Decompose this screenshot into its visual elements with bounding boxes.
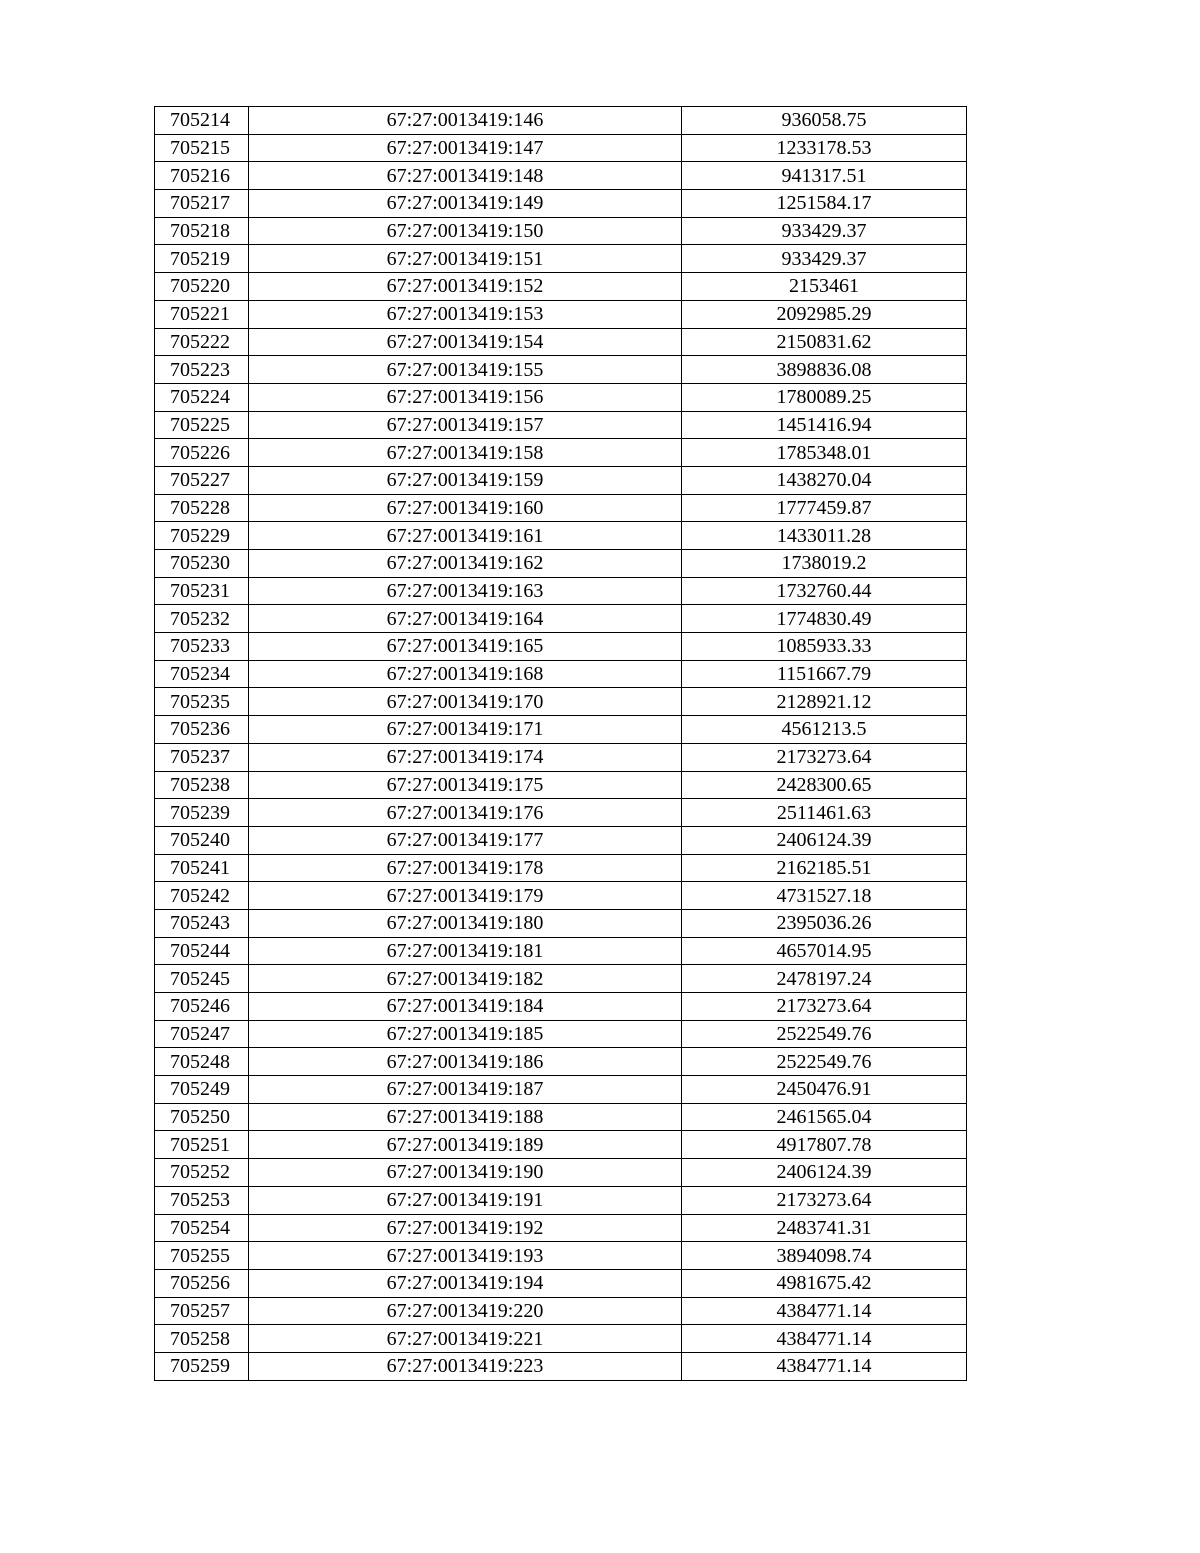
row-number-cell: 705217	[155, 190, 249, 218]
table-row	[155, 494, 967, 522]
cadastral-number-cell: 67:27:0013419:191	[249, 1186, 682, 1214]
cadastral-number-cell: 67:27:0013419:194	[249, 1269, 682, 1297]
table-row	[155, 605, 967, 633]
table-row	[155, 1076, 967, 1104]
row-number-cell: 705220	[155, 273, 249, 301]
table-row	[155, 466, 967, 494]
table-row	[155, 245, 967, 273]
cadastral-number-cell: 67:27:0013419:186	[249, 1048, 682, 1076]
row-number-cell: 705249	[155, 1076, 249, 1104]
row-number-cell: 705250	[155, 1103, 249, 1131]
table-row	[155, 1159, 967, 1187]
cadastral-value-cell: 4657014.95	[682, 937, 967, 965]
row-number-cell: 705244	[155, 937, 249, 965]
row-number-cell: 705235	[155, 688, 249, 716]
row-number-cell: 705255	[155, 1242, 249, 1270]
table-row	[155, 190, 967, 218]
cadastral-value-cell: 2150831.62	[682, 328, 967, 356]
cadastral-value-cell: 936058.75	[682, 107, 967, 135]
cadastral-number-cell: 67:27:0013419:223	[249, 1352, 682, 1380]
cadastral-value-cell: 2406124.39	[682, 1159, 967, 1187]
table-row	[155, 771, 967, 799]
row-number-cell: 705243	[155, 909, 249, 937]
cadastral-value-cell: 4917807.78	[682, 1131, 967, 1159]
cadastral-number-cell: 67:27:0013419:189	[249, 1131, 682, 1159]
row-number-cell: 705257	[155, 1297, 249, 1325]
row-number-cell: 705226	[155, 439, 249, 467]
table-row	[155, 383, 967, 411]
table-row	[155, 577, 967, 605]
cadastral-number-cell: 67:27:0013419:171	[249, 716, 682, 744]
cadastral-value-cell: 2395036.26	[682, 909, 967, 937]
row-number-cell: 705254	[155, 1214, 249, 1242]
cadastral-number-cell: 67:27:0013419:220	[249, 1297, 682, 1325]
cadastral-number-cell: 67:27:0013419:149	[249, 190, 682, 218]
row-number-cell: 705219	[155, 245, 249, 273]
table-row	[155, 217, 967, 245]
cadastral-number-cell: 67:27:0013419:182	[249, 965, 682, 993]
cadastral-value-cell: 2162185.51	[682, 854, 967, 882]
table-row	[155, 411, 967, 439]
cadastral-number-cell: 67:27:0013419:156	[249, 383, 682, 411]
cadastral-number-cell: 67:27:0013419:164	[249, 605, 682, 633]
row-number-cell: 705248	[155, 1048, 249, 1076]
table-row	[155, 826, 967, 854]
cadastral-value-cell: 2173273.64	[682, 993, 967, 1021]
row-number-cell: 705222	[155, 328, 249, 356]
cadastral-number-cell: 67:27:0013419:192	[249, 1214, 682, 1242]
cadastral-value-cell: 2461565.04	[682, 1103, 967, 1131]
cadastral-value-cell: 4561213.5	[682, 716, 967, 744]
cadastral-number-cell: 67:27:0013419:179	[249, 882, 682, 910]
table-row	[155, 965, 967, 993]
cadastral-value-cell: 2478197.24	[682, 965, 967, 993]
table-row	[155, 328, 967, 356]
table-row	[155, 107, 967, 135]
cadastral-number-cell: 67:27:0013419:180	[249, 909, 682, 937]
row-number-cell: 705223	[155, 356, 249, 384]
row-number-cell: 705231	[155, 577, 249, 605]
row-number-cell: 705239	[155, 799, 249, 827]
row-number-cell: 705228	[155, 494, 249, 522]
cadastral-value-cell: 1085933.33	[682, 633, 967, 661]
cadastral-number-cell: 67:27:0013419:152	[249, 273, 682, 301]
cadastral-number-cell: 67:27:0013419:162	[249, 550, 682, 578]
cadastral-number-cell: 67:27:0013419:185	[249, 1020, 682, 1048]
row-number-cell: 705215	[155, 134, 249, 162]
cadastral-value-cell: 4384771.14	[682, 1325, 967, 1353]
cadastral-value-cell: 4384771.14	[682, 1352, 967, 1380]
cadastral-value-cell: 933429.37	[682, 217, 967, 245]
cadastral-number-cell: 67:27:0013419:187	[249, 1076, 682, 1104]
row-number-cell: 705242	[155, 882, 249, 910]
table-row	[155, 1297, 967, 1325]
table-row	[155, 439, 967, 467]
table-row	[155, 743, 967, 771]
table-row	[155, 522, 967, 550]
cadastral-number-cell: 67:27:0013419:177	[249, 826, 682, 854]
table-row	[155, 799, 967, 827]
table-row	[155, 633, 967, 661]
cadastral-value-cell: 3894098.74	[682, 1242, 967, 1270]
row-number-cell: 705232	[155, 605, 249, 633]
table-row	[155, 1103, 967, 1131]
cadastral-number-cell: 67:27:0013419:188	[249, 1103, 682, 1131]
row-number-cell: 705259	[155, 1352, 249, 1380]
cadastral-value-cell: 933429.37	[682, 245, 967, 273]
cadastral-value-cell: 1451416.94	[682, 411, 967, 439]
row-number-cell: 705224	[155, 383, 249, 411]
cadastral-number-cell: 67:27:0013419:175	[249, 771, 682, 799]
row-number-cell: 705237	[155, 743, 249, 771]
cadastral-number-cell: 67:27:0013419:181	[249, 937, 682, 965]
cadastral-value-cell: 2173273.64	[682, 743, 967, 771]
cadastral-number-cell: 67:27:0013419:150	[249, 217, 682, 245]
cadastral-value-cell: 1780089.25	[682, 383, 967, 411]
row-number-cell: 705229	[155, 522, 249, 550]
row-number-cell: 705238	[155, 771, 249, 799]
cadastral-value-cell: 1785348.01	[682, 439, 967, 467]
table-row	[155, 1325, 967, 1353]
row-number-cell: 705233	[155, 633, 249, 661]
cadastral-number-cell: 67:27:0013419:163	[249, 577, 682, 605]
table-row	[155, 1186, 967, 1214]
row-number-cell: 705234	[155, 660, 249, 688]
cadastral-value-cell: 1732760.44	[682, 577, 967, 605]
table-row	[155, 688, 967, 716]
cadastral-value-cell: 2406124.39	[682, 826, 967, 854]
cadastral-value-cell: 941317.51	[682, 162, 967, 190]
cadastral-number-cell: 67:27:0013419:155	[249, 356, 682, 384]
row-number-cell: 705230	[155, 550, 249, 578]
cadastral-value-cell: 2450476.91	[682, 1076, 967, 1104]
cadastral-number-cell: 67:27:0013419:146	[249, 107, 682, 135]
cadastral-value-cell: 2483741.31	[682, 1214, 967, 1242]
cadastral-number-cell: 67:27:0013419:174	[249, 743, 682, 771]
table-row	[155, 1020, 967, 1048]
cadastral-value-cell: 1151667.79	[682, 660, 967, 688]
table-row	[155, 356, 967, 384]
cadastral-value-cell: 2092985.29	[682, 300, 967, 328]
table-row	[155, 716, 967, 744]
cadastral-number-cell: 67:27:0013419:154	[249, 328, 682, 356]
table-row	[155, 134, 967, 162]
table-row	[155, 550, 967, 578]
row-number-cell: 705245	[155, 965, 249, 993]
cadastral-number-cell: 67:27:0013419:165	[249, 633, 682, 661]
cadastral-value-cell: 1438270.04	[682, 466, 967, 494]
cadastral-number-cell: 67:27:0013419:159	[249, 466, 682, 494]
table-row	[155, 993, 967, 1021]
cadastral-number-cell: 67:27:0013419:160	[249, 494, 682, 522]
row-number-cell: 705246	[155, 993, 249, 1021]
row-number-cell: 705225	[155, 411, 249, 439]
cadastral-value-cell: 4384771.14	[682, 1297, 967, 1325]
cadastral-number-cell: 67:27:0013419:147	[249, 134, 682, 162]
cadastral-value-cell: 2128921.12	[682, 688, 967, 716]
row-number-cell: 705221	[155, 300, 249, 328]
table-row	[155, 854, 967, 882]
cadastral-number-cell: 67:27:0013419:193	[249, 1242, 682, 1270]
row-number-cell: 705227	[155, 466, 249, 494]
cadastral-number-cell: 67:27:0013419:158	[249, 439, 682, 467]
cadastral-value-cell: 4731527.18	[682, 882, 967, 910]
table-row	[155, 1131, 967, 1159]
cadastral-value-table	[154, 106, 967, 1381]
cadastral-value-cell: 1233178.53	[682, 134, 967, 162]
cadastral-number-cell: 67:27:0013419:161	[249, 522, 682, 550]
cadastral-number-cell: 67:27:0013419:153	[249, 300, 682, 328]
table-row	[155, 660, 967, 688]
cadastral-value-cell: 2522549.76	[682, 1020, 967, 1048]
cadastral-number-cell: 67:27:0013419:168	[249, 660, 682, 688]
cadastral-value-cell: 3898836.08	[682, 356, 967, 384]
table-body	[155, 107, 967, 1381]
cadastral-value-cell: 1251584.17	[682, 190, 967, 218]
table-row	[155, 273, 967, 301]
cadastral-value-cell: 4981675.42	[682, 1269, 967, 1297]
row-number-cell: 705256	[155, 1269, 249, 1297]
row-number-cell: 705251	[155, 1131, 249, 1159]
cadastral-value-cell: 2511461.63	[682, 799, 967, 827]
row-number-cell: 705247	[155, 1020, 249, 1048]
cadastral-value-cell: 2173273.64	[682, 1186, 967, 1214]
row-number-cell: 705253	[155, 1186, 249, 1214]
cadastral-number-cell: 67:27:0013419:176	[249, 799, 682, 827]
cadastral-value-cell: 1774830.49	[682, 605, 967, 633]
cadastral-number-cell: 67:27:0013419:190	[249, 1159, 682, 1187]
cadastral-number-cell: 67:27:0013419:178	[249, 854, 682, 882]
cadastral-value-cell: 1738019.2	[682, 550, 967, 578]
table-row	[155, 300, 967, 328]
table-row	[155, 1048, 967, 1076]
cadastral-number-cell: 67:27:0013419:151	[249, 245, 682, 273]
cadastral-number-cell: 67:27:0013419:184	[249, 993, 682, 1021]
row-number-cell: 705214	[155, 107, 249, 135]
row-number-cell: 705218	[155, 217, 249, 245]
table-row	[155, 162, 967, 190]
cadastral-value-cell: 1777459.87	[682, 494, 967, 522]
table-row	[155, 1214, 967, 1242]
cadastral-number-cell: 67:27:0013419:157	[249, 411, 682, 439]
cadastral-value-cell: 1433011.28	[682, 522, 967, 550]
cadastral-number-cell: 67:27:0013419:170	[249, 688, 682, 716]
cadastral-value-cell: 2153461	[682, 273, 967, 301]
row-number-cell: 705241	[155, 854, 249, 882]
table-row	[155, 909, 967, 937]
table-row	[155, 937, 967, 965]
row-number-cell: 705258	[155, 1325, 249, 1353]
cadastral-value-cell: 2522549.76	[682, 1048, 967, 1076]
table-row	[155, 1352, 967, 1380]
row-number-cell: 705252	[155, 1159, 249, 1187]
table-row	[155, 1269, 967, 1297]
table-row	[155, 882, 967, 910]
table-row	[155, 1242, 967, 1270]
row-number-cell: 705216	[155, 162, 249, 190]
cadastral-number-cell: 67:27:0013419:221	[249, 1325, 682, 1353]
cadastral-value-cell: 2428300.65	[682, 771, 967, 799]
row-number-cell: 705236	[155, 716, 249, 744]
row-number-cell: 705240	[155, 826, 249, 854]
cadastral-number-cell: 67:27:0013419:148	[249, 162, 682, 190]
